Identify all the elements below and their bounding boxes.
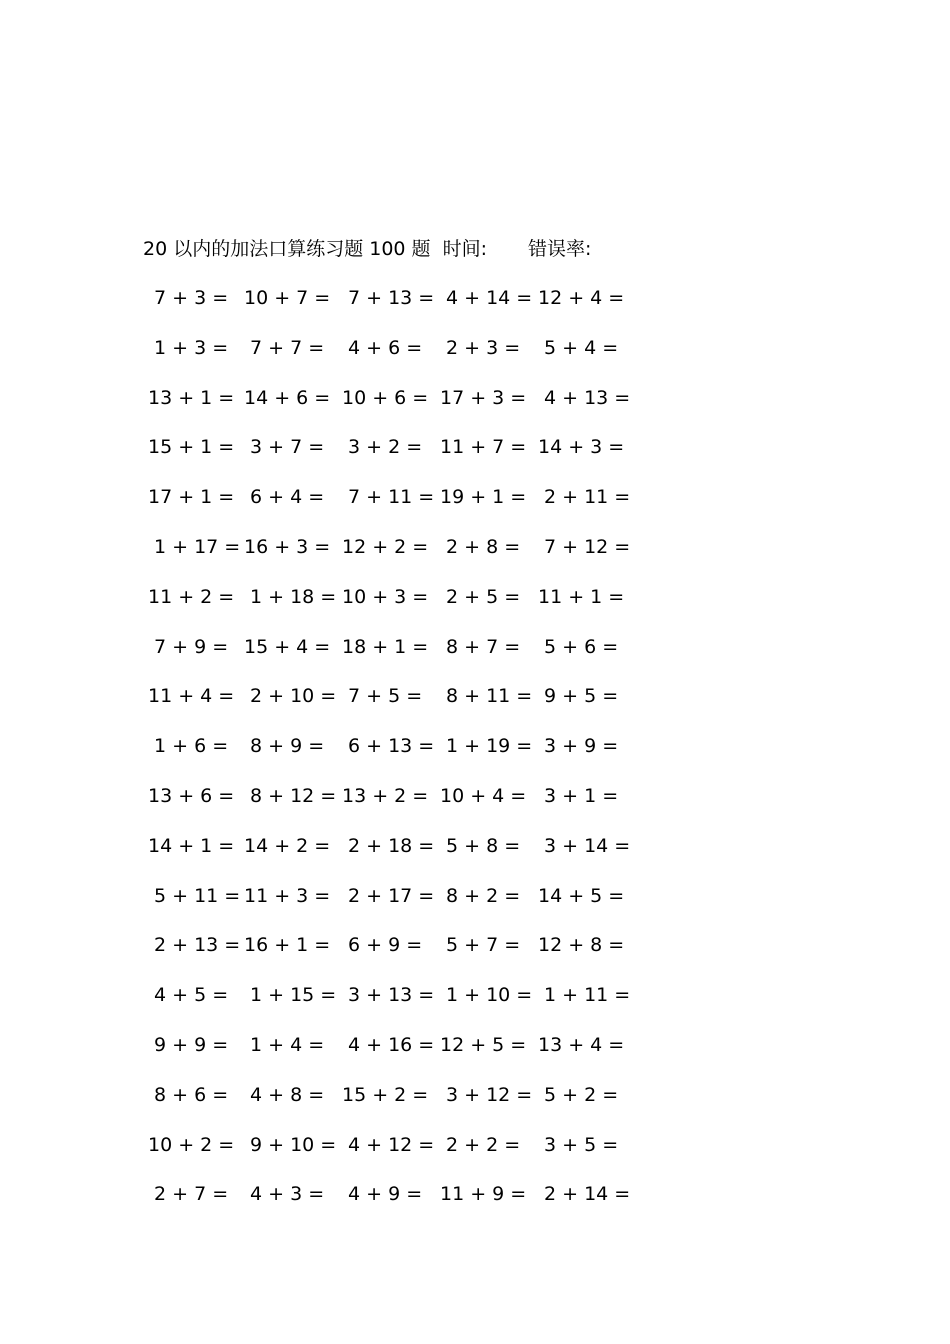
problem-item: 4 + 13 = xyxy=(544,386,631,409)
problem-item: 13 + 2 = xyxy=(342,784,429,807)
problem-item: 1 + 18 = xyxy=(250,585,337,608)
problem-item: 11 + 1 = xyxy=(538,585,625,608)
problem-item: 7 + 11 = xyxy=(348,486,435,509)
problem-item: 13 + 4 = xyxy=(538,1033,625,1056)
problem-row xyxy=(148,434,628,484)
problem-item: 15 + 2 = xyxy=(342,1083,429,1106)
problem-item: 10 + 2 = xyxy=(148,1133,235,1156)
problem-item: 15 + 1 = xyxy=(148,436,235,459)
problem-item: 7 + 9 = xyxy=(154,635,229,658)
problem-item: 4 + 16 = xyxy=(348,1033,435,1056)
problem-item: 5 + 4 = xyxy=(544,336,619,359)
problem-item: 1 + 6 = xyxy=(154,735,229,758)
problem-item: 10 + 7 = xyxy=(244,287,331,309)
problem-item: 11 + 3 = xyxy=(244,884,331,907)
problem-row xyxy=(148,932,628,982)
problem-item: 4 + 14 = xyxy=(446,287,533,309)
problem-row xyxy=(148,1181,631,1231)
problem-grid xyxy=(148,285,631,1231)
problem-item: 16 + 1 = xyxy=(244,934,331,957)
problem-item: 2 + 13 = xyxy=(154,934,241,957)
problem-item: 4 + 12 = xyxy=(348,1133,435,1156)
problem-item: 6 + 13 = xyxy=(348,735,435,758)
problem-item: 9 + 5 = xyxy=(544,685,619,708)
problem-item: 5 + 11 = xyxy=(154,884,241,907)
problem-item: 8 + 9 = xyxy=(250,735,325,758)
problem-item: 10 + 4 = xyxy=(440,784,527,807)
problem-item: 14 + 2 = xyxy=(244,834,331,857)
problem-row xyxy=(148,584,628,634)
problem-item: 8 + 11 = xyxy=(446,685,533,708)
problem-item: 1 + 3 = xyxy=(154,336,229,359)
problem-row xyxy=(148,883,628,933)
problem-item: 2 + 8 = xyxy=(446,535,521,558)
problem-row xyxy=(148,335,628,385)
problem-item: 6 + 4 = xyxy=(250,486,325,509)
error-rate-label: 错误率: xyxy=(527,238,592,260)
problem-item: 7 + 7 = xyxy=(250,336,325,359)
problem-row xyxy=(148,683,628,733)
problem-row xyxy=(148,1032,628,1082)
problem-row xyxy=(148,1132,628,1182)
problem-item: 15 + 4 = xyxy=(244,635,331,658)
problem-item: 2 + 3 = xyxy=(446,336,521,359)
problem-item: 4 + 6 = xyxy=(348,336,423,359)
problem-item: 2 + 5 = xyxy=(446,585,521,608)
problem-item: 19 + 1 = xyxy=(440,486,527,509)
problem-item: 1 + 11 = xyxy=(544,984,631,1007)
worksheet-title xyxy=(143,236,591,262)
problem-item: 18 + 1 = xyxy=(342,635,429,658)
problem-item: 14 + 5 = xyxy=(538,884,625,907)
problem-item: 16 + 3 = xyxy=(244,535,331,558)
problem-item: 1 + 4 = xyxy=(250,1033,325,1056)
problem-item: 4 + 5 = xyxy=(154,984,229,1007)
problem-item: 2 + 18 = xyxy=(348,834,435,857)
problem-item: 2 + 14 = xyxy=(544,1183,631,1206)
problem-item: 3 + 7 = xyxy=(250,436,325,459)
problem-item: 14 + 3 = xyxy=(538,436,625,459)
problem-item: 14 + 6 = xyxy=(244,386,331,409)
problem-row xyxy=(148,982,631,1032)
problem-item: 8 + 6 = xyxy=(154,1083,229,1106)
problem-item: 11 + 7 = xyxy=(440,436,527,459)
problem-item: 7 + 13 = xyxy=(348,287,435,309)
problem-item: 10 + 6 = xyxy=(342,386,429,409)
problem-item: 3 + 1 = xyxy=(544,784,619,807)
problem-item: 11 + 4 = xyxy=(148,685,235,708)
problem-row xyxy=(148,733,628,783)
problem-item: 3 + 5 = xyxy=(544,1133,619,1156)
problem-item: 6 + 9 = xyxy=(348,934,423,957)
problem-item: 2 + 10 = xyxy=(250,685,337,708)
title-text: 20 以内的加法口算练习题 100 题 xyxy=(143,238,431,260)
problem-item: 4 + 3 = xyxy=(250,1183,325,1206)
problem-item: 5 + 8 = xyxy=(446,834,521,857)
problem-item: 3 + 14 = xyxy=(544,834,631,857)
problem-row xyxy=(148,484,631,534)
problem-item: 1 + 15 = xyxy=(250,984,337,1007)
problem-item: 9 + 10 = xyxy=(250,1133,337,1156)
problem-item: 5 + 7 = xyxy=(446,934,521,957)
problem-row xyxy=(148,285,628,335)
problem-row xyxy=(148,783,628,833)
problem-item: 4 + 9 = xyxy=(348,1183,423,1206)
problem-item: 8 + 12 = xyxy=(250,784,337,807)
problem-item: 5 + 6 = xyxy=(544,635,619,658)
problem-item: 3 + 9 = xyxy=(544,735,619,758)
problem-item: 1 + 17 = xyxy=(154,535,241,558)
time-label: 时间: xyxy=(442,238,487,260)
problem-row xyxy=(148,385,631,435)
problem-item: 17 + 1 = xyxy=(148,486,235,509)
problem-row xyxy=(148,634,628,684)
problem-item: 1 + 19 = xyxy=(446,735,533,758)
problem-item: 11 + 2 = xyxy=(148,585,235,608)
problem-item: 2 + 11 = xyxy=(544,486,631,509)
problem-item: 2 + 2 = xyxy=(446,1133,521,1156)
problem-item: 9 + 9 = xyxy=(154,1033,229,1056)
problem-item: 12 + 8 = xyxy=(538,934,625,957)
problem-item: 12 + 4 = xyxy=(538,287,625,309)
problem-item: 3 + 2 = xyxy=(348,436,423,459)
problem-item: 7 + 3 = xyxy=(154,287,229,309)
problem-item: 12 + 2 = xyxy=(342,535,429,558)
problem-item: 13 + 1 = xyxy=(148,386,235,409)
problem-item: 17 + 3 = xyxy=(440,386,527,409)
problem-item: 3 + 12 = xyxy=(446,1083,533,1106)
problem-row xyxy=(148,1082,628,1132)
problem-item: 2 + 17 = xyxy=(348,884,435,907)
problem-item: 14 + 1 = xyxy=(148,834,235,857)
problem-item: 8 + 2 = xyxy=(446,884,521,907)
problem-row xyxy=(148,833,631,883)
problem-item: 3 + 13 = xyxy=(348,984,435,1007)
problem-item: 7 + 5 = xyxy=(348,685,423,708)
problem-item: 8 + 7 = xyxy=(446,635,521,658)
problem-item: 1 + 10 = xyxy=(446,984,533,1007)
problem-row xyxy=(148,534,631,584)
problem-item: 7 + 12 = xyxy=(544,535,631,558)
problem-item: 4 + 8 = xyxy=(250,1083,325,1106)
problem-item: 10 + 3 = xyxy=(342,585,429,608)
problem-item: 12 + 5 = xyxy=(440,1033,527,1056)
problem-item: 11 + 9 = xyxy=(440,1183,527,1206)
problem-item: 13 + 6 = xyxy=(148,784,235,807)
problem-item: 5 + 2 = xyxy=(544,1083,619,1106)
problem-item: 2 + 7 = xyxy=(154,1183,229,1206)
